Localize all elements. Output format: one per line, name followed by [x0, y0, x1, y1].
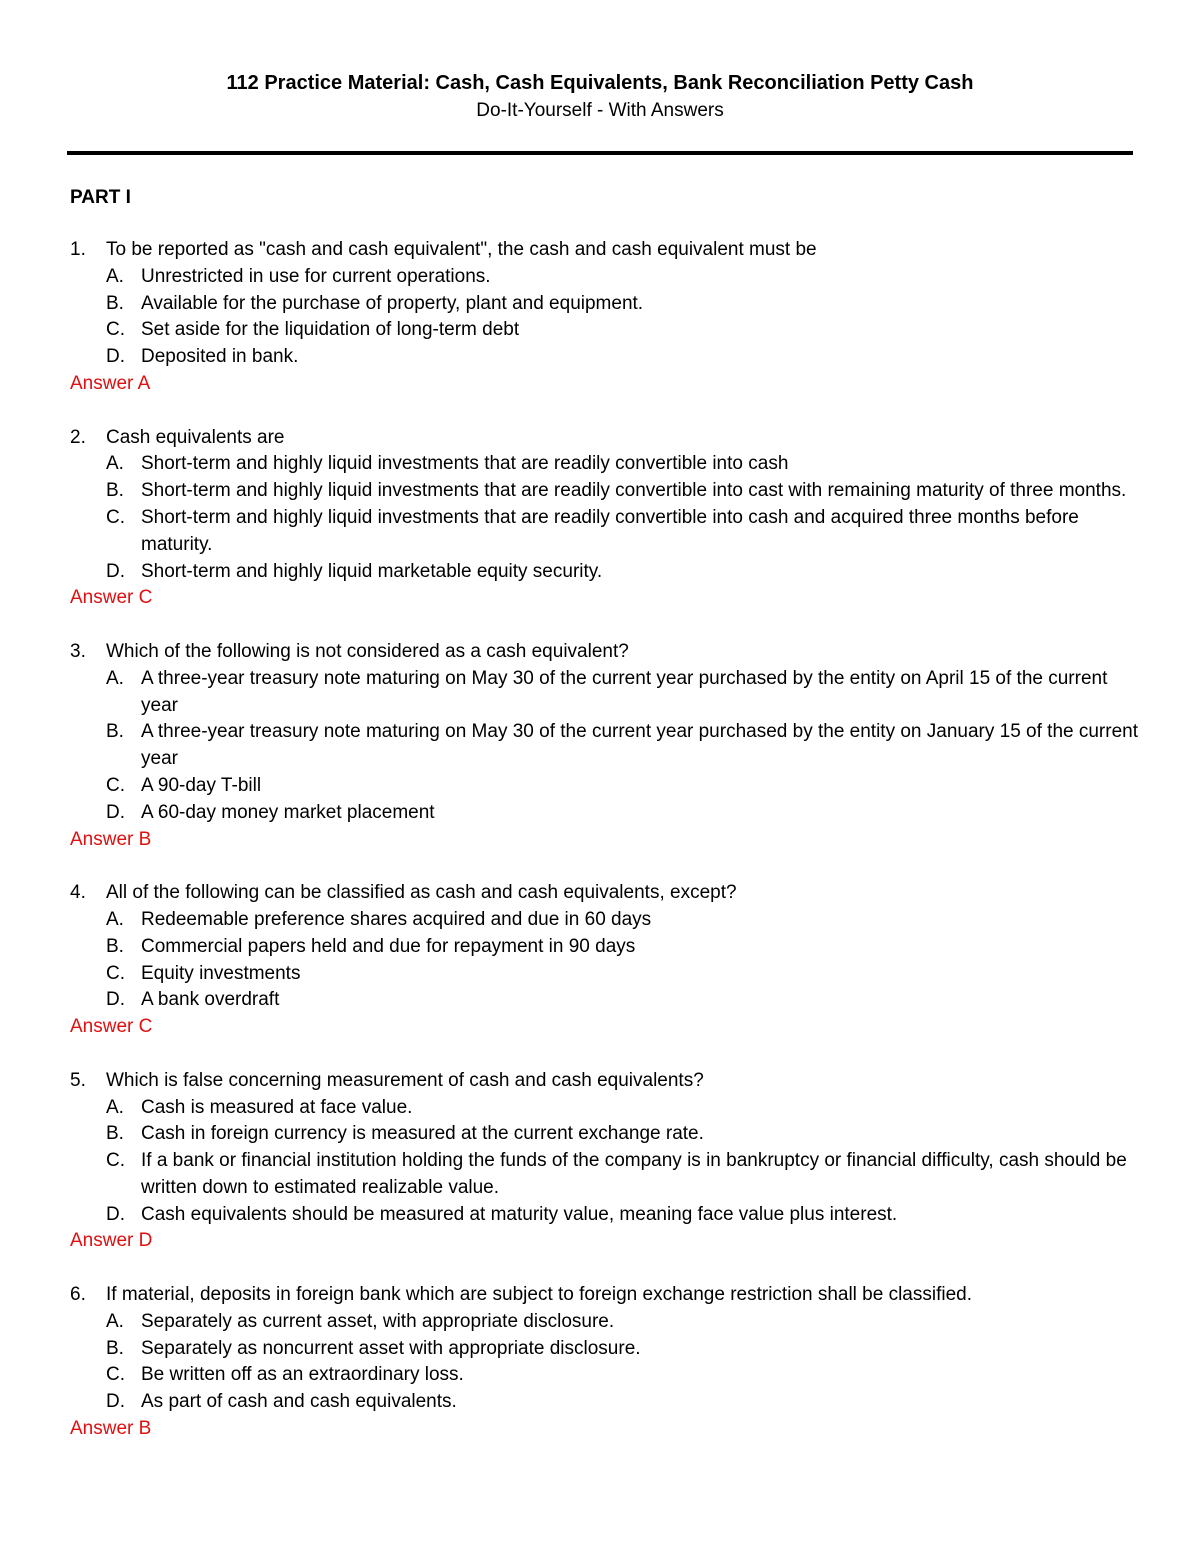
answer-option [70, 800, 1140, 827]
answer-option [70, 291, 1140, 318]
question-stem [70, 237, 1140, 264]
option-text: A bank overdraft [141, 989, 280, 1011]
question-item [70, 425, 1140, 613]
option-text: Unrestricted in use for current operations. [141, 265, 491, 287]
option-text: Redeemable preference shares acquired and due in 60 days [141, 908, 652, 930]
option-letter: D. [106, 989, 125, 1011]
question-stem [70, 880, 1140, 907]
answer-option [70, 1095, 1140, 1122]
answer-option [70, 1202, 1140, 1229]
document-subtitle: Do-It-Yourself - With Answers [476, 100, 724, 121]
option-letter: C. [106, 1150, 125, 1172]
option-letter: D. [106, 1203, 125, 1225]
option-text: If a bank or financial institution holding the funds of the company is in bankruptcy or financial difficulty, cash should be written down to estimated realizable value. [141, 1150, 1127, 1198]
option-letter: D. [106, 1391, 125, 1413]
answer-option [70, 505, 1140, 559]
option-letter: C. [106, 319, 125, 341]
question-text: Cash equivalents are [106, 426, 285, 448]
question-number: 3. [70, 640, 86, 662]
answer-option [70, 478, 1140, 505]
option-text: A 90-day T-bill [141, 774, 262, 796]
answer-key: Answer C [70, 1016, 153, 1038]
option-letter: A. [106, 1096, 124, 1118]
question-list [70, 237, 1140, 1470]
option-text: Set aside for the liquidation of long-term debt [141, 319, 520, 341]
header-divider [67, 151, 1133, 155]
answer-key: Answer B [70, 828, 152, 850]
question-text: If material, deposits in foreign bank which are subject to foreign exchange restriction shall be classified. [106, 1284, 973, 1306]
answer-option [70, 317, 1140, 344]
option-text: As part of cash and cash equivalents. [141, 1391, 457, 1413]
option-letter: B. [106, 292, 124, 314]
option-text: Commercial papers held and due for repayment in 90 days [141, 935, 636, 957]
option-text: Short-term and highly liquid investments that are readily convertible into cast with remaining maturity of three months. [141, 480, 1127, 502]
question-stem [70, 1068, 1140, 1095]
answer-option [70, 559, 1140, 586]
option-text: Short-term and highly liquid investments that are readily convertible into cash [141, 453, 789, 475]
question-text: All of the following can be classified as cash and cash equivalents, except? [106, 882, 737, 904]
option-letter: C. [106, 774, 125, 796]
option-text: Deposited in bank. [141, 346, 299, 368]
answer-option [70, 773, 1140, 800]
question-item [70, 237, 1140, 398]
option-text: Equity investments [141, 962, 301, 984]
answer-option [70, 1336, 1140, 1363]
option-letter: B. [106, 935, 124, 957]
question-number: 4. [70, 882, 86, 904]
answer-option [70, 719, 1140, 773]
part-heading: PART I [70, 187, 131, 208]
option-text: Separately as noncurrent asset with appropriate disclosure. [141, 1337, 641, 1359]
answer-option [70, 961, 1140, 988]
answer-option [70, 907, 1140, 934]
option-letter: D. [106, 801, 125, 823]
option-letter: B. [106, 721, 124, 743]
option-text: A three-year treasury note maturing on May 30 of the current year purchased by the entity on January 15 of the current year [141, 721, 1138, 770]
question-number: 6. [70, 1284, 86, 1306]
question-item [70, 1282, 1140, 1443]
question-item [70, 880, 1140, 1041]
question-text: Which of the following is not considered as a cash equivalent? [106, 640, 629, 662]
answer-option [70, 1309, 1140, 1336]
question-item [70, 639, 1140, 853]
option-text: Available for the purchase of property, plant and equipment. [141, 292, 644, 314]
answer-option [70, 1148, 1140, 1202]
option-text: Separately as current asset, with appropriate disclosure. [141, 1310, 615, 1332]
question-text: Which is false concerning measurement of cash and cash equivalents? [106, 1069, 704, 1091]
question-number: 5. [70, 1069, 86, 1091]
question-number: 1. [70, 239, 86, 260]
question-stem [70, 639, 1140, 666]
answer-option [70, 1362, 1140, 1389]
answer-key: Answer B [70, 1418, 152, 1440]
option-letter: D. [106, 346, 125, 368]
question-item [70, 1068, 1140, 1256]
answer-option [70, 987, 1140, 1014]
option-text: A three-year treasury note maturing on May 30 of the current year purchased by the entity on April 15 of the current year [141, 667, 1108, 716]
option-text: Short-term and highly liquid investments that are readily convertible into cash and acquired three months before maturity. [141, 506, 1079, 555]
answer-key: Answer D [70, 1230, 153, 1252]
option-text: Short-term and highly liquid marketable equity security. [141, 560, 603, 582]
question-stem [70, 1282, 1140, 1309]
answer-option [70, 1121, 1140, 1148]
document-title: 112 Practice Material: Cash, Cash Equivalents, Bank Reconciliation Petty Cash [226, 72, 974, 94]
answer-option [70, 264, 1140, 291]
question-stem [70, 425, 1140, 452]
option-letter: C. [106, 962, 125, 984]
answer-option [70, 451, 1140, 478]
question-number: 2. [70, 426, 86, 448]
option-text: Be written off as an extraordinary loss. [141, 1364, 464, 1386]
option-letter: C. [106, 1364, 125, 1386]
option-letter: A. [106, 1310, 124, 1332]
answer-option [70, 344, 1140, 371]
option-text: Cash equivalents should be measured at maturity value, meaning face value plus interest. [141, 1203, 898, 1225]
option-letter: B. [106, 1337, 124, 1359]
option-text: A 60-day money market placement [141, 801, 435, 823]
answer-option [70, 666, 1140, 720]
answer-key: Answer C [70, 587, 153, 609]
option-letter: C. [106, 506, 125, 528]
option-letter: A. [106, 453, 124, 475]
option-letter: A. [106, 265, 124, 287]
option-letter: D. [106, 560, 125, 582]
question-text: To be reported as "cash and cash equivalent", the cash and cash equivalent must be [106, 239, 817, 260]
option-letter: B. [106, 480, 124, 502]
answer-option [70, 934, 1140, 961]
option-letter: A. [106, 667, 124, 689]
answer-option [70, 1389, 1140, 1416]
option-text: Cash in foreign currency is measured at the current exchange rate. [141, 1123, 704, 1145]
option-text: Cash is measured at face value. [141, 1096, 413, 1118]
option-letter: A. [106, 908, 124, 930]
answer-key: Answer A [70, 372, 151, 394]
option-letter: B. [106, 1123, 124, 1145]
